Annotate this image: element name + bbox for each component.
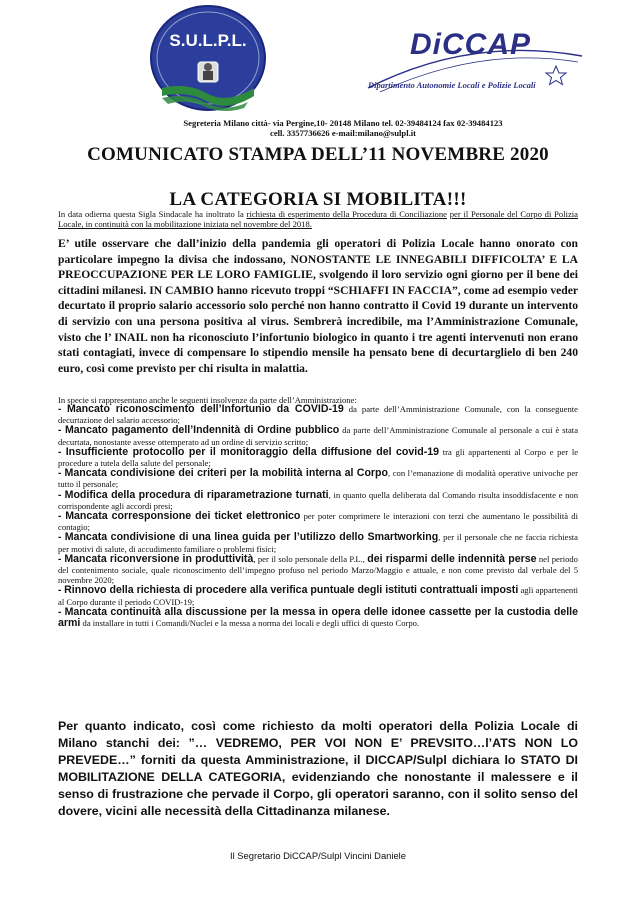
intro-paragraph [58, 209, 578, 229]
intro-underlined-personnel: per il Personale del Corpo di Polizia Locale, in continuità con la mobilitazione iniziata nel novembre del 2018. [58, 209, 578, 229]
bullet-dash: - [58, 585, 65, 597]
bullet-dash: - [58, 532, 65, 544]
issue-detail: da installare in tutti i Comandi/Nuclei e la messa a norma dei locali e degli uffici di questo Corpo. [80, 618, 420, 629]
press-release-title: COMUNICATO STAMPA DELL’11 NOVEMBRE 2020 [87, 144, 549, 165]
issues-list [58, 404, 578, 628]
issue-highlight: dei risparmi delle indennità perse [367, 552, 537, 565]
list-item [58, 607, 578, 628]
letterhead-address [128, 118, 558, 138]
sulpl-logo [148, 4, 268, 112]
list-item [58, 447, 578, 468]
intro-underlined-request: richiesta di esperimento della Procedura di Conciliazione [246, 209, 447, 219]
issue-detail: nel periodo del contenimento sociale, quale riconoscimento dell’impegno profuso nel periodo Marzo/Maggio e attuale, e non come previsto dal verbale del 5 novembre 2020; [58, 553, 578, 586]
issue-detail: , per il personale che ne faccia richiesta per motivi di salute, di accudimento familiare o problemi fisici; [58, 532, 578, 554]
issue-detail: da parte dell’Amministrazione Comunale al personale a cui è stata decurtata, nonostante avesse ottemperato ad un ordine di servizio scritto; [58, 425, 579, 447]
list-item [58, 585, 578, 606]
list-item [58, 404, 578, 425]
list-item [58, 425, 578, 446]
bullet-dash: - [58, 511, 66, 523]
bullet-dash: - [58, 404, 67, 415]
issue-title: Mancata continuità alla discussione per la messa in opera delle idonee cassette per la custodia delle armi [58, 605, 579, 630]
issue-title: Mancata condivisione di una linea guida per l’utilizzo dello Smartworking [64, 531, 439, 544]
issue-title: Mancata condivisione dei criteri per la mobilità interna al Corpo [64, 467, 388, 480]
issue-detail: agli appartenenti al Corpo durante il periodo COVID-19; [58, 585, 579, 607]
headline: LA CATEGORIA SI MOBILITA!!! [169, 189, 467, 210]
issue-title: Modifica della procedura di riparametrazione turnati [64, 488, 329, 501]
issue-title: Mancata riconversione in produttività [64, 552, 254, 565]
sulpl-logo-text: S.U.L.P.L. [169, 31, 247, 50]
issue-detail: per poter comprimere le interazioni con terzi che aumentano le possibilità di contagio; [58, 511, 578, 533]
bullet-dash: - [58, 606, 65, 618]
diccap-logo-text: DiCCAP [410, 28, 532, 61]
issue-title: Insufficiente protocollo per il monitoraggio della diffusione del covid-19 [65, 445, 440, 458]
issue-detail: , con l’emanazione di modalità operative univoche per tutto il personale; [58, 468, 579, 490]
conclusion-paragraph: Per quanto indicato, così come richiesto da molti operatori della Polizia Locale di Milano stanchi dei: ”… VEDREMO, PER VOI NON E’ PREVSITO…l’ATS NON LO PREVEDE…” forniti da questa Amministrazione, il DICCAP/Sulpl dichiara lo STATO DI MOBILITAZIONE DELLA CATEGORIA, evidenziando che nonostante il malessere e il senso di frustrazione che pervade il Corpo, gli operatori saranno, con il solito senso del dovere, vicini alle necessità della Cittadinanza milanese. [58, 719, 578, 818]
bullet-dash: - [58, 425, 65, 437]
address-line: Segreteria Milano città- via Pergine,10- 20148 Milano tel. 02-39484124 fax 02-39484123 [183, 118, 503, 128]
bullet-dash: - [58, 553, 65, 565]
issue-detail: , per il solo personale della P.L., [253, 553, 368, 564]
diccap-subtitle: Dipartimento Autonomie Locali e Polizie Locali [368, 80, 536, 90]
intro-text: In data odierna questa Sigla Sindacale ha inoltrato la [58, 209, 247, 219]
address-contact-line: cell. 3357736626 e-mail:milano@sulpl.it [270, 128, 416, 138]
list-intro: In specie si rappresentano anche le seguenti insolvenze da parte dell’Amministrazione: [58, 395, 357, 405]
issue-title: Mancata corresponsione dei ticket elettronico [65, 510, 301, 523]
main-paragraph: E’ utile osservare che dall’inizio della pandemia gli operatori di Polizia Locale hanno onorato con particolare impegno la divisa che indossano, NONOSTANTE LE INNEGABILI DIFFICOLTA’ E LA PREOCCUPAZIONE PER LE LORO FAMIGLIE, svolgendo il loro servizio ogni giorno per il bene dei cittadini milanesi. IN CAMBIO hanno ricevuto troppi “SCHIAFFI IN FACCIA”, come ad esempio veder decurtato il proprio salario accessorio solo perché non hanno contratto il Covid 19 durante un intervento di servizio con una persona positiva al virus. Sembrerà incredibile, ma l’Amministrazione Comunale, visto che l’ INAIL non ha riconosciuto l’infortunio biologico in quanto i tre agenti intervenuti non erano stati contagiati, invece di compensare lo stipendio mensile ha pensato bene di decurtarglielo di ben 240 euro, così come previsto per chi risulta in malattia. [58, 237, 578, 375]
bullet-dash: - [58, 489, 65, 501]
list-item [58, 490, 578, 511]
list-item [58, 532, 578, 553]
issue-detail: tra gli appartenenti al Corpo e per le procedure a tutela della salute del personale; [58, 446, 579, 469]
issue-title: Mancato pagamento dell’Indennità di Ordine pubblico [64, 424, 340, 437]
issue-detail: da parte dell’Amministrazione Comunale, con la conseguente decurtazione del salario accessorio; [58, 404, 578, 426]
issue-title: Rinnovo della richiesta di procedere alla verifica puntuale degli istituti contrattuali imposti [64, 584, 519, 597]
issue-detail: , in quanto quella deliberata dal Comando risulta insoddisfacente e non corrispondente agli accordi presi; [58, 489, 579, 511]
bullet-dash: - [58, 446, 66, 458]
list-item [58, 554, 578, 586]
list-item [58, 511, 578, 532]
signature: Il Segretario DiCCAP/Sulpl Vincini Daniele [230, 850, 406, 861]
bullet-dash: - [58, 468, 65, 480]
list-item [58, 468, 578, 489]
issue-title: Mancato riconoscimento dell’Infortunio da COVID-19 [66, 403, 344, 415]
